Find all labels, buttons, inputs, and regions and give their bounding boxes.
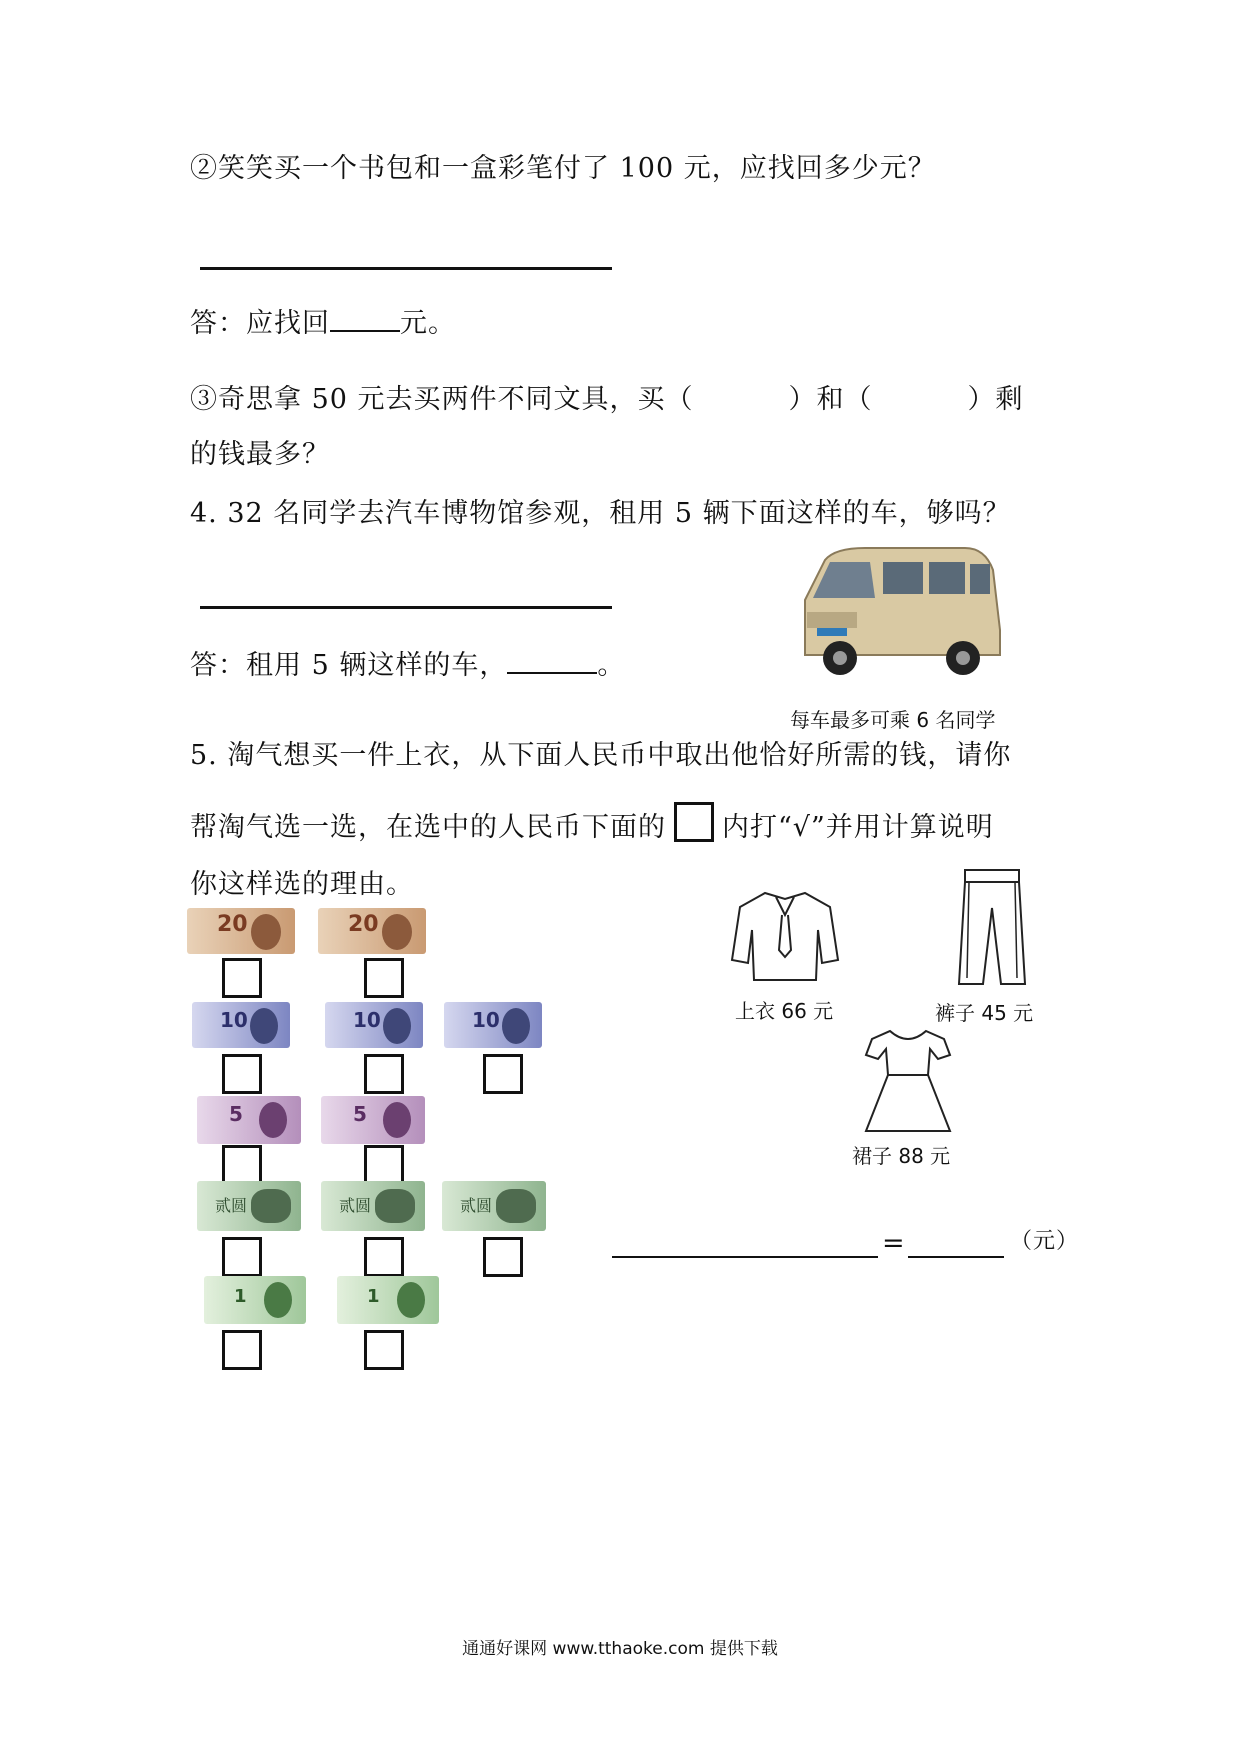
banknote-10-c-value: 10 xyxy=(472,1008,500,1032)
question-5-line3: 你这样选的理由。 xyxy=(190,869,414,900)
question-5-line2 xyxy=(190,802,994,846)
calculation-line-q2 xyxy=(200,267,612,270)
q3-part3: ）剩 xyxy=(967,384,1024,415)
checkbox-10-a[interactable] xyxy=(222,1054,262,1094)
equation-result-blank[interactable] xyxy=(908,1256,1004,1258)
van-caption: 每车最多可乘 6 名同学 xyxy=(790,708,996,732)
portrait-icon xyxy=(375,1189,415,1223)
checkbox-2-a[interactable] xyxy=(222,1237,262,1277)
question-3-text xyxy=(190,382,1024,418)
banknote-2-c-value: 贰圆 xyxy=(460,1196,493,1215)
portrait-icon xyxy=(496,1189,536,1223)
equals-sign: = xyxy=(882,1228,906,1259)
checkbox-5-b[interactable] xyxy=(364,1145,404,1185)
banknote-1-a-value: 1 xyxy=(234,1286,247,1307)
answer-q2-prefix: 答：应找回 xyxy=(190,308,330,339)
checkbox-example-icon xyxy=(674,802,714,842)
banknote-20-b[interactable] xyxy=(318,908,426,954)
answer-q2-suffix: 元。 xyxy=(400,308,456,339)
q3-part1: ③奇思拿 50 元去买两件不同文具，买（ xyxy=(190,384,694,415)
banknote-5-b-value: 5 xyxy=(353,1102,367,1126)
footer-source: 通通好课网 www.tthaoke.com 提供下载 xyxy=(462,1639,778,1659)
shirt-icon xyxy=(730,885,840,985)
answer-q2 xyxy=(190,306,456,342)
q5-line2-b: 内打“√”并用计算说明 xyxy=(722,812,994,843)
banknote-10-b-value: 10 xyxy=(353,1008,381,1032)
banknote-1-b[interactable] xyxy=(337,1276,439,1324)
checkbox-2-b[interactable] xyxy=(364,1237,404,1277)
checkbox-1-b[interactable] xyxy=(364,1330,404,1370)
answer-q4-suffix: 。 xyxy=(597,650,626,681)
banknote-2-a[interactable] xyxy=(197,1181,301,1231)
banknote-2-b-value: 贰圆 xyxy=(339,1196,372,1215)
question-4-text: 4. 32 名同学去汽车博物馆参观，租用 5 辆下面这样的车，够吗？ xyxy=(190,498,1011,529)
banknote-10-b[interactable] xyxy=(325,1002,423,1048)
van-image xyxy=(795,540,1005,680)
pants-label: 裤子 45 元 xyxy=(935,1001,1034,1025)
equation-left-blank[interactable] xyxy=(612,1256,878,1258)
banknote-20-b-value: 20 xyxy=(348,912,379,937)
checkbox-5-a[interactable] xyxy=(222,1145,262,1185)
banknote-5-b[interactable] xyxy=(321,1096,425,1144)
answer-q4-prefix: 答：租用 5 辆这样的车， xyxy=(190,650,508,681)
banknote-10-c[interactable] xyxy=(444,1002,542,1048)
checkbox-1-a[interactable] xyxy=(222,1330,262,1370)
answer-q4 xyxy=(190,648,625,684)
portrait-icon xyxy=(251,914,281,950)
banknote-1-a[interactable] xyxy=(204,1276,306,1324)
answer-q4-blank[interactable] xyxy=(507,672,597,674)
checkbox-20-a[interactable] xyxy=(222,958,262,998)
portrait-icon xyxy=(250,1008,278,1044)
question-2-text: ②笑笑买一个书包和一盒彩笔付了 100 元，应找回多少元？ xyxy=(190,153,936,184)
checkbox-2-c[interactable] xyxy=(483,1237,523,1277)
q5-line2-a: 帮淘气选一选，在选中的人民币下面的 xyxy=(190,812,666,843)
calculation-line-q4 xyxy=(200,606,612,609)
portrait-icon xyxy=(502,1008,530,1044)
question-5-line1: 5. 淘气想买一件上衣，从下面人民币中取出他恰好所需的钱，请你 xyxy=(190,740,1012,771)
portrait-icon xyxy=(382,914,412,950)
portrait-icon xyxy=(383,1102,411,1138)
banknote-10-a[interactable] xyxy=(192,1002,290,1048)
checkbox-10-b[interactable] xyxy=(364,1054,404,1094)
banknote-20-a-value: 20 xyxy=(217,912,248,937)
unit-label: （元） xyxy=(1010,1229,1080,1254)
checkbox-10-c[interactable] xyxy=(483,1054,523,1094)
banknote-2-c[interactable] xyxy=(442,1181,546,1231)
banknote-1-b-value: 1 xyxy=(367,1286,380,1307)
q3-part2: ）和（ xyxy=(788,384,873,415)
pants-icon xyxy=(953,868,1031,988)
question-3-line2: 的钱最多？ xyxy=(190,439,330,470)
dress-label: 裙子 88 元 xyxy=(852,1144,951,1168)
banknote-2-a-value: 贰圆 xyxy=(215,1196,248,1215)
banknote-5-a-value: 5 xyxy=(229,1102,243,1126)
banknote-20-a[interactable] xyxy=(187,908,295,954)
portrait-icon xyxy=(264,1282,292,1318)
portrait-icon xyxy=(397,1282,425,1318)
shirt-label: 上衣 66 元 xyxy=(735,999,834,1023)
banknote-10-a-value: 10 xyxy=(220,1008,248,1032)
banknote-5-a[interactable] xyxy=(197,1096,301,1144)
portrait-icon xyxy=(383,1008,411,1044)
portrait-icon xyxy=(259,1102,287,1138)
answer-q2-blank[interactable] xyxy=(330,330,400,332)
portrait-icon xyxy=(251,1189,291,1223)
checkbox-20-b[interactable] xyxy=(364,958,404,998)
dress-icon xyxy=(860,1025,956,1135)
banknote-2-b[interactable] xyxy=(321,1181,425,1231)
